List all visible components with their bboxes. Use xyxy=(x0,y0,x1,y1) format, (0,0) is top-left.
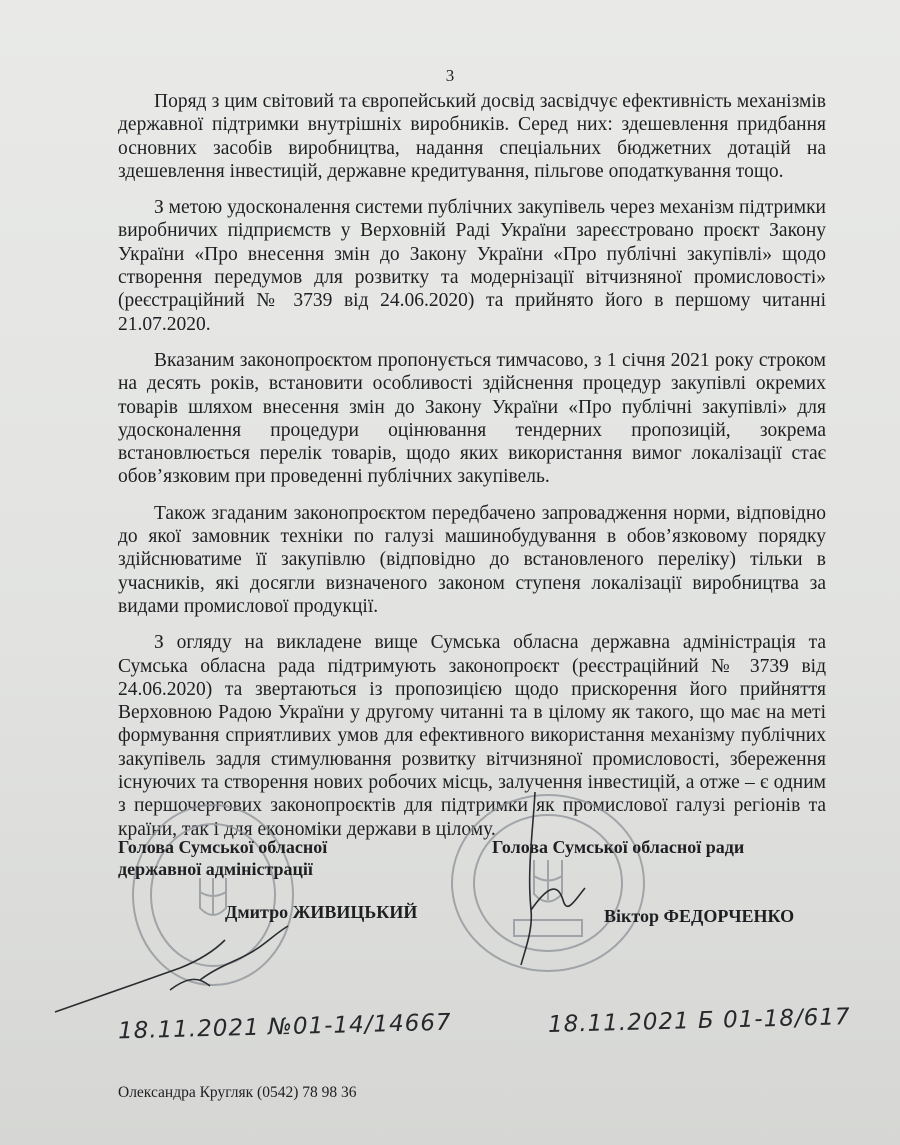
paragraph: Поряд з цим світовий та європейський досвід засвідчує ефективність механізмів державної підтримки внутрішніх виробників. Серед них: здешевлення придбання основних засобів виробництва, надання спеціальних бюджетних дотацій на здешевлення інвестицій, державне кредитування, пільгове оподаткування тощо. xyxy=(118,91,826,182)
page-number: 3 xyxy=(445,66,455,85)
handwritten-registration-right: 18.11.2021 Б 01-18/617 xyxy=(547,1004,851,1038)
left-handwritten-signature xyxy=(50,920,310,1020)
left-signatory-title xyxy=(118,836,418,880)
right-signatory-name: Віктор ФЕДОРЧЕНКО xyxy=(604,906,795,926)
left-signatory-name: Дмитро ЖИВИЦЬКИЙ xyxy=(225,902,418,922)
letter-body xyxy=(118,90,826,841)
left-title-line: державної адміністрації xyxy=(118,859,313,879)
right-signatory-title: Голова Сумської обласної ради xyxy=(492,837,745,857)
paragraph: Також згаданим законопроєктом передбачено запровадження норми, відповідно до якої замовник техніки по галузі машинобудування в обов’язковому порядку здійснюватиме її закупівлю (відповідно до встановленого переліку) тільки в учасників, які досягли визначеного законом ступеня локалізації виробництва за видами промислової продукції. xyxy=(118,502,826,617)
paragraph: З огляду на викладене вище Сумська обласна державна адміністрація та Сумська обласна рада підтримують законопроєкт (реєстраційний № 3739 від 24.06.2020) та звертаються із пропозицією щодо прискорення його прийняття Верховною Радою України у другому читанні та в цілому як такого, що має на меті формування сприятливих умов для ефективного використання механізму публічних закупівель задля стимулювання розвитку вітчизняної промисловості, збереження існуючих та створення нових робочих місць, залучення інвестицій, а отже – є одним з першочергових законопроєктів для підтримки як промислової галузі регіонів та країни, так і для економіки держави в цілому. xyxy=(118,632,826,840)
executor-contact: Олександра Кругляк (0542) 78 98 36 xyxy=(118,1084,357,1101)
paragraph: Вказаним законопроєктом пропонується тимчасово, з 1 січня 2021 року строком на десять років, встановити особливості здійснення процедур закупівлі окремих товарів шляхом внесення змін до Закону України «Про публічні закупівлі» для удосконалення процедури оцінювання тендерних пропозицій, зокрема встановлюється перелік товарів, щодо яких використання вимог локалізації стає обов’язковим при проведенні публічних закупівель. xyxy=(118,349,826,488)
paragraph: З метою удосконалення системи публічних закупівель через механізм підтримки виробничих підприємств у Верховній Раді України зареєстровано проєкт Закону України «Про внесення змін до Закону України «Про публічні закупівлі» щодо створення передумов для розвитку та модернізації вітчизняної промисловості» (реєстраційний № 3739 від 24.06.2020) та прийнято його в першому читанні 21.07.2020. xyxy=(118,197,826,335)
left-title-line: Голова Сумської обласної xyxy=(118,837,328,857)
handwritten-registration-left: 18.11.2021 №01-14/14667 xyxy=(117,1009,452,1045)
